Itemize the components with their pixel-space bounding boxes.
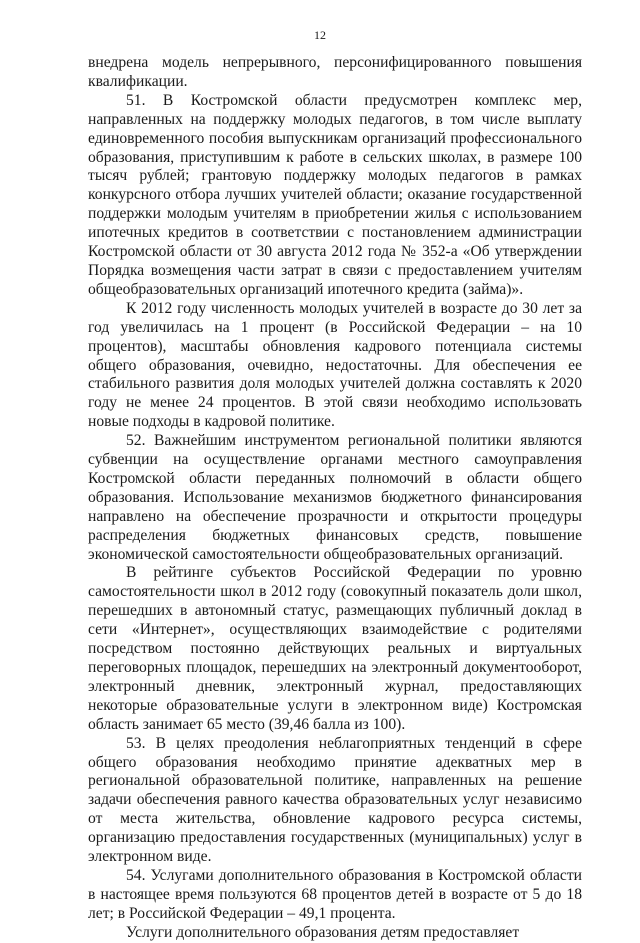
paragraph-rating: В рейтинге субъектов Российской Федерации по уровню самостоятельности школ в 2012 году (совокупный показатель доли школ, перешедших в автономный статус, размещающих публичный доклад в сети «Интернет», осуществляющих взаимодействие с родителями посредством постоянно действующих реальных и виртуальных переговорных площадок, перешедших на электронный документооборот, электронный дневник, электронный журнал, предоставляющих некоторые образовательные услуги в электронном виде) Костромская область занимает 65 место (39,46 балла из 100). — [88, 564, 582, 733]
paragraph-53: 53. В целях преодоления неблагоприятных тенденций в сфере общего образования необходимо принятие адекватных мер в региональной образовательной политике, направленных на решение задачи обеспечения равного качества образовательных услуг независимо от места жительства, обновление кадрового ресурса системы, организацию предоставления государственных (муниципальных) услуг в электронном виде. — [88, 734, 582, 866]
paragraph-young-teachers: К 2012 году численность молодых учителей в возрасте до 30 лет за год увеличилась на 1 процент (в Российской Федерации – на 10 процентов), масштабы обновления кадрового потенциала системы общего образования, очевидно, недостаточны. Для обеспечения ее стабильного развития доля молодых учителей должна составлять к 2020 году не менее 24 процентов. В этой связи необходимо использовать новые подходы в кадровой политике. — [88, 299, 582, 431]
paragraph-54: 54. Услугами дополнительного образования в Костромской области в настоящее время пользуются 68 процентов детей в возрасте от 5 до 18 лет; в Российской Федерации – 49,1 процента. — [88, 866, 582, 922]
paragraph-continuation: внедрена модель непрерывного, персонифицированного повышения квалификации. — [88, 54, 582, 90]
paragraph-services: Услуги дополнительного образования детям предоставляет — [126, 923, 520, 941]
paragraph-52: 52. Важнейшим инструментом региональной политики являются субвенции на осуществление органами местного самоуправления Костромской области переданных полномочий в области общего образования. Использование механизмов бюджетного финансирования направлено на обеспечение прозрачности и открытости процедуры распределения бюджетных финансовых средств, повышение экономической самостоятельности общеобразовательных организаций. — [88, 432, 582, 563]
document-body — [88, 54, 582, 943]
page-number: 12 — [314, 28, 326, 42]
paragraph-51: 51. В Костромской области предусмотрен комплекс мер, направленных на поддержку молодых педагогов, в том числе выплату единовременного пособия выпускникам организаций профессионального образования, приступившим к работе в сельских школах, в размере 100 тысяч рублей; грантовую поддержку молодых педагогов в рамках конкурсного отбора лучших учителей области; оказание государственной поддержки молодым учителям в приобретении жилья с использованием ипотечных кредитов в соответствии с постановлением администрации Костромской области от 30 августа 2012 года № 352-а «Об утверждении Порядка возмещения части затрат в связи с предоставлением учителям общеобразовательных организаций ипотечного кредита (займа)». — [88, 91, 582, 298]
